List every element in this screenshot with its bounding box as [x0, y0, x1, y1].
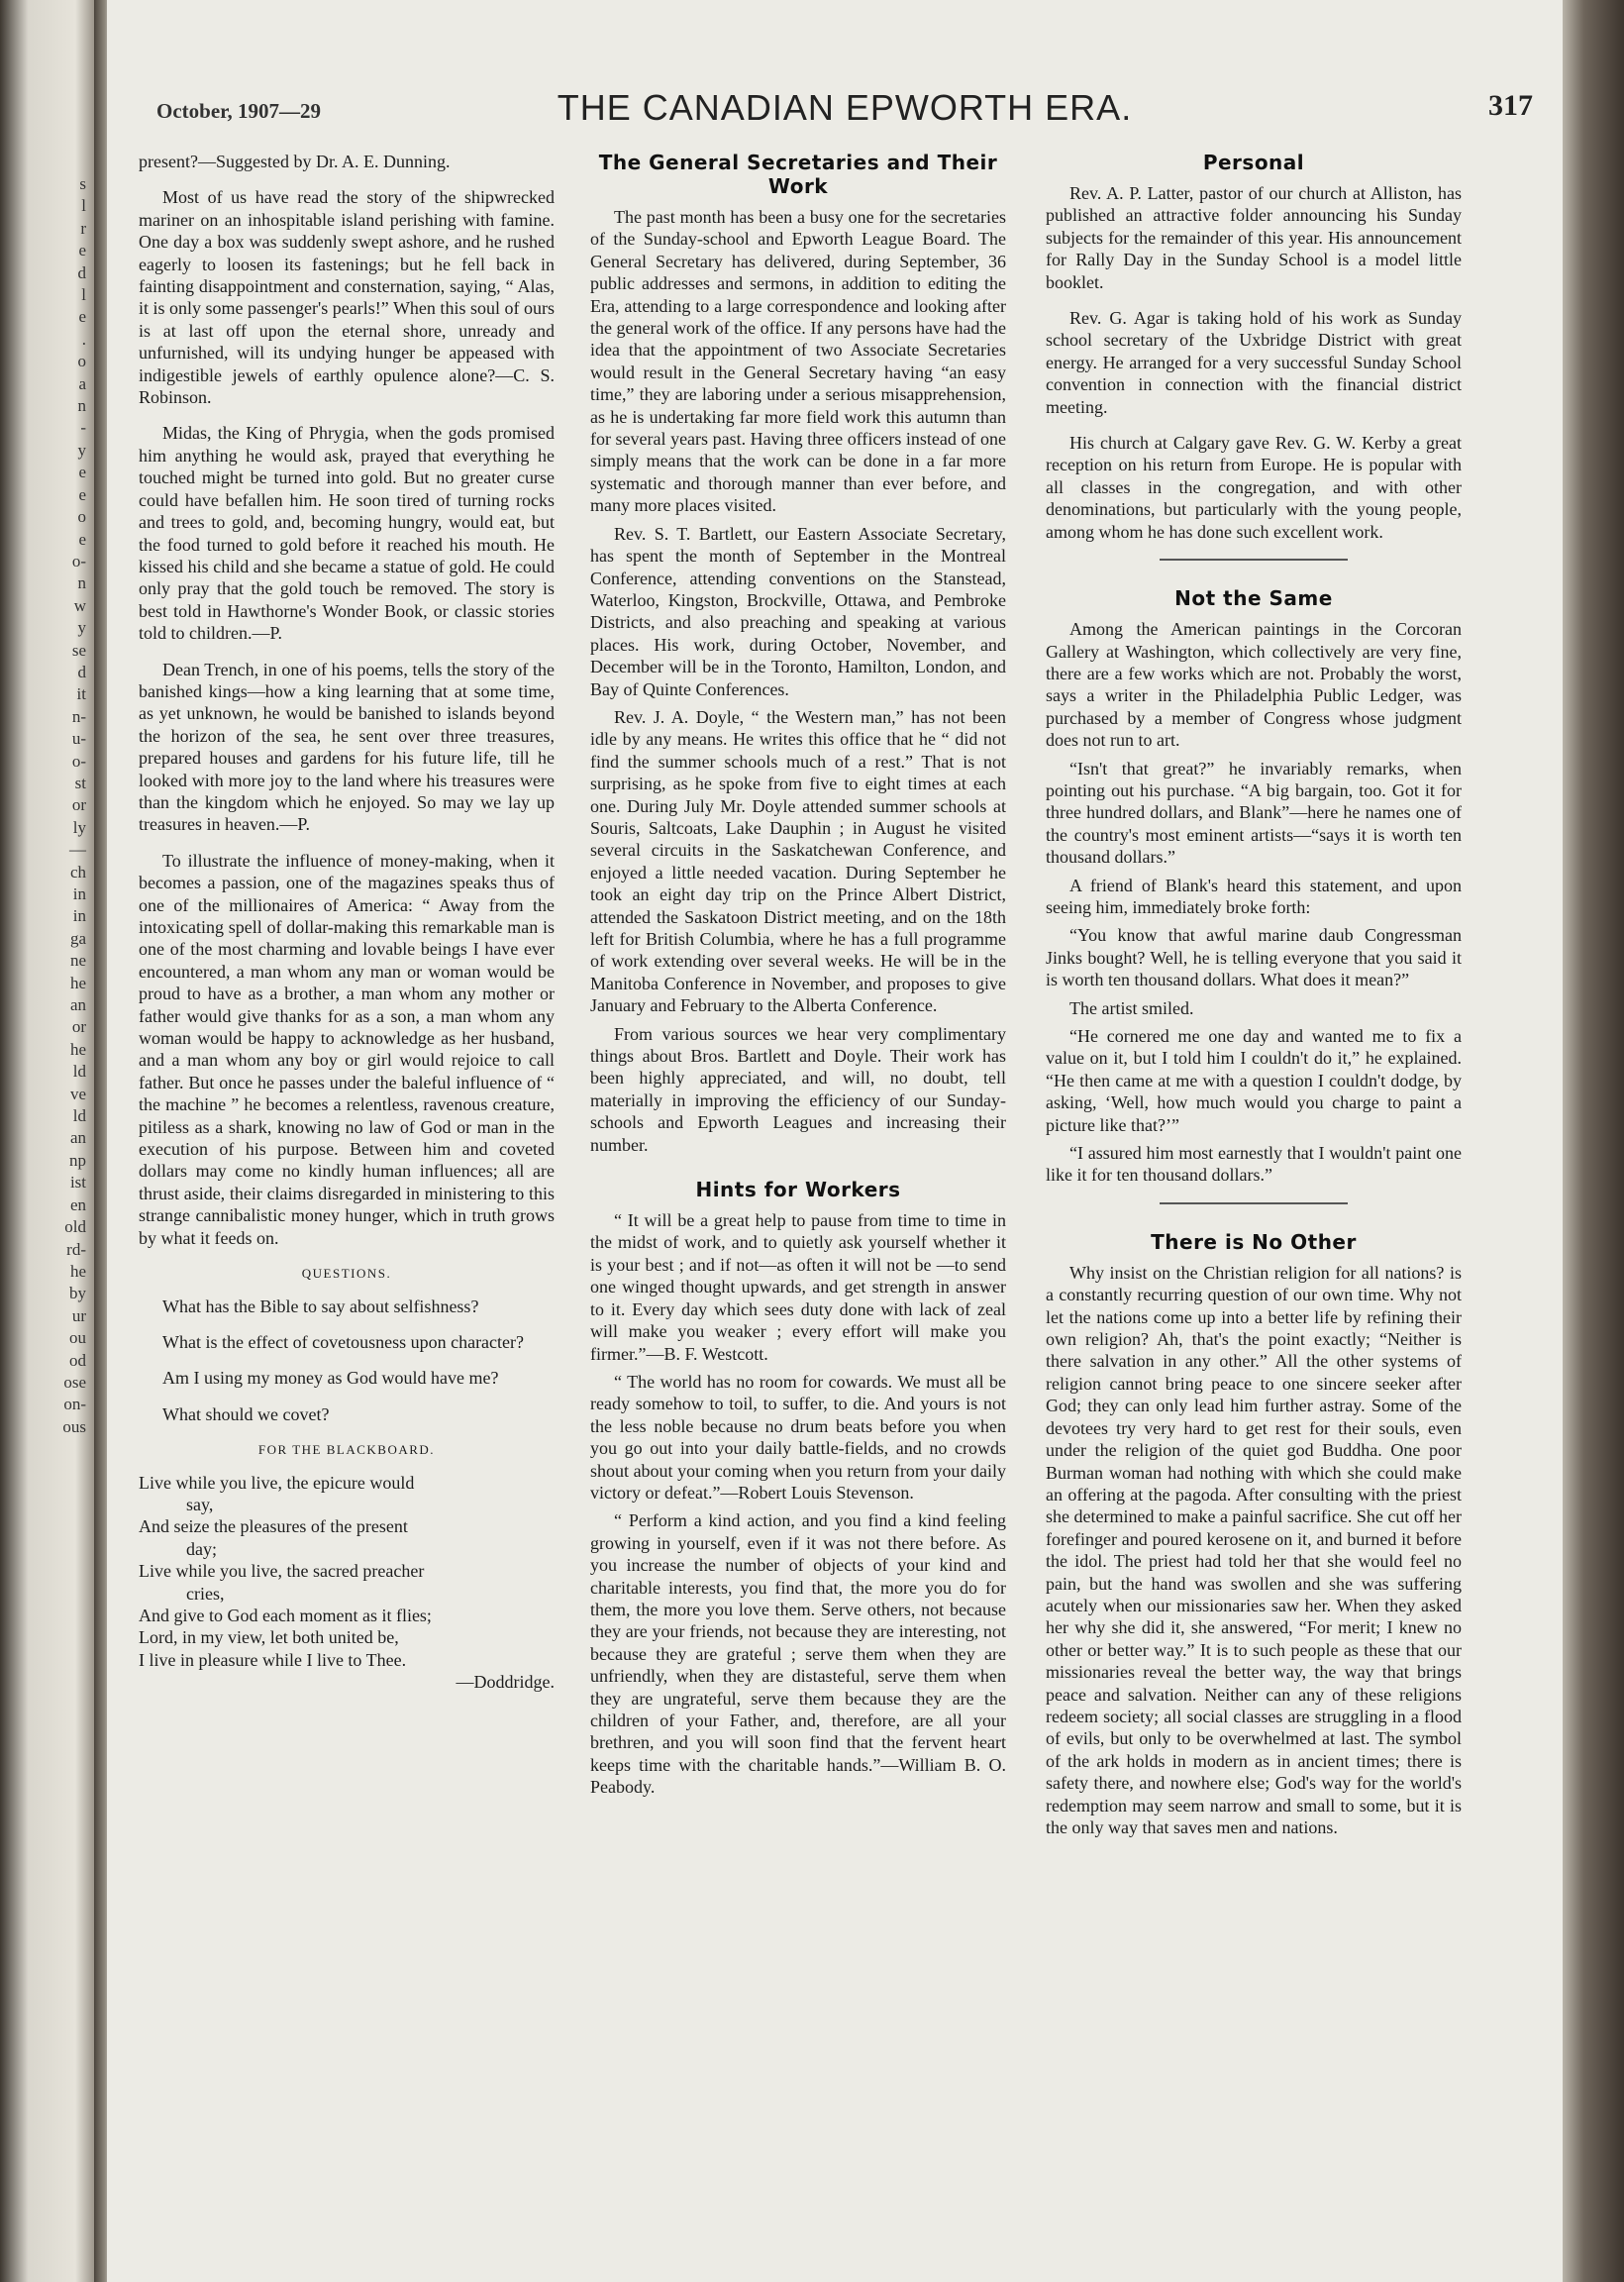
question: What should we covet? [162, 1403, 330, 1424]
facing-page-fragment: by [69, 1284, 86, 1303]
divider-rule [1160, 1202, 1348, 1204]
facing-page-fragment: old [64, 1217, 86, 1237]
article-heading: Personal [1202, 151, 1305, 174]
paragraph: Most of us have read the story of the shipwrecked mariner on an inhospitable island perishing with famine. One day a box was suddenly swept ashore, and he rushed eagerly to loosen its fastenings; but he fell back in fainting disappointment and consternation, saying, “ Alas, it is only some passenger's pearls!” When this soul of ours is at last off upon the eternal shore, unready and unfurnished, will its undying hunger be appeased with indigestible jewels of earthly opulence alone?—C. S. Robinson. [139, 187, 555, 408]
facing-page-fragment: e [78, 529, 86, 549]
poem-line: And seize the pleasures of the present [139, 1516, 408, 1537]
paragraph: Among the American paintings in the Corcoran Gallery at Washington, which collectively are very fine, there are a few works which are not. Probably the worst, says a writer in the Philadelphia Public Ledger, was purchased by a member of Congress whose judgment does not run to art. [1046, 619, 1462, 751]
facing-page-fragment: n [77, 396, 86, 416]
facing-page-text-fragments [0, 173, 94, 1438]
poem-line: Lord, in my view, let both united be, [139, 1627, 399, 1648]
paragraph: “ It will be a great help to pause from time to time in the midst of work, and to quietly ask yourself whether it is your best ; and if not—as often it will not be —to send one winged thought upwards, and get strength in answer to it. Every day which sees duty done with lack of zeal will make you weaker ; every effort will make you firmer.”—B. F. Westcott. [590, 1210, 1006, 1364]
facing-page-fragment: w [73, 595, 86, 615]
poem-attribution: —Doddridge. [456, 1672, 555, 1693]
paragraph: present?—Suggested by Dr. A. E. Dunning. [139, 152, 451, 171]
facing-page-fragment: e [78, 463, 86, 482]
facing-page-fragment: o [77, 507, 86, 527]
magazine-page [107, 0, 1563, 2282]
paragraph: His church at Calgary gave Rev. G. W. Kerby a great reception on his return from Europe. He is popular with all classes in the congregation, and with other denominations, but particularly with the young people, among whom he has done such excellent work. [1046, 433, 1462, 542]
facing-page-fragment: it [76, 684, 86, 704]
book-binding-edge [1563, 0, 1624, 2282]
paragraph: Dean Trench, in one of his poems, tells the story of the banished kings—how a king learning that at some time, as yet unknown, he would be banished to islands beyond the horizon of the sea, he sent over three treasures, prepared houses and gardens for his future life, till he looked with more joy to the land where his treasures were than the kingdom which he enjoyed. So may we lay up treasures in heaven.—P. [139, 659, 555, 835]
facing-page-fragment: l [81, 196, 86, 216]
column-1 [139, 151, 555, 1694]
facing-page-fragment: ose [63, 1372, 86, 1392]
issue-date: October, 1907—29 [156, 99, 322, 123]
facing-page-fragment: ga [69, 928, 86, 948]
paragraph: Rev. G. Agar is taking hold of his work as Sunday school secretary of the Uxbridge District with great energy. He arranged for a very successful Sunday School convention in connection with the financial district meeting. [1046, 308, 1462, 417]
poem-line: say, [186, 1494, 214, 1514]
poem-line: And give to God each moment as it flies; [139, 1605, 432, 1625]
facing-page-edge [0, 0, 94, 2282]
paragraph: “Isn't that great?” he invariably remarks, when pointing out his purchase. “A big bargain, too. Got it for three hundred dollars, and Blank”—here he names one of the country's most eminent artists—“says it is worth ten thousand dollars.” [1046, 758, 1462, 868]
poem-line: day; [186, 1538, 217, 1559]
facing-page-fragment: od [69, 1350, 86, 1370]
question: What has the Bible to say about selfishness? [162, 1296, 479, 1316]
facing-page-fragment: r [80, 218, 86, 238]
article-heading: There is No Other [1151, 1229, 1357, 1254]
facing-page-fragment: n- [71, 706, 86, 726]
poem [139, 1472, 555, 1672]
article-heading: Hints for Workers [695, 1178, 901, 1202]
facing-page-fragment: or [71, 1017, 86, 1037]
poem-line: Live while you live, the epicure would [139, 1472, 415, 1493]
facing-page-fragment: - [80, 418, 86, 438]
facing-page-fragment: e [78, 241, 86, 260]
poem-line: cries, [186, 1583, 225, 1604]
facing-page-fragment: ly [72, 817, 86, 837]
facing-page-fragment: ist [69, 1173, 86, 1193]
facing-page-fragment: — [69, 840, 86, 860]
facing-page-fragment: ld [72, 1062, 86, 1082]
facing-page-fragment: ur [71, 1305, 86, 1325]
facing-page-fragment: s [79, 174, 86, 193]
facing-page-fragment: n [77, 573, 86, 593]
paragraph: “ Perform a kind action, and you find a kind feeling growing in yourself, even if it was not there before. As you increase the number of objects of your kind and charitable interests, you find that, the more you do for them, the more you love them. Serve others, not because they are your friends, not because they are interesting, not because they are grateful ; serve them when they are unfriendly, when they are distasteful, serve them when they are ungrateful, serve them because they are the children of your Father, and, therefore, are all your brethren, and you will soon find that the fervent heart keeps time with the charitable hands.”—William B. O. Peabody. [590, 1510, 1006, 1798]
publication-title: THE CANADIAN EPWORTH ERA. [557, 87, 1133, 128]
facing-page-fragment: u- [71, 729, 86, 749]
column-2 [590, 151, 1006, 1805]
facing-page-fragment: np [69, 1150, 86, 1170]
question: What is the effect of covetousness upon character? [162, 1331, 525, 1352]
facing-page-fragment: ou [69, 1328, 86, 1348]
paragraph: “I assured him most earnestly that I wouldn't paint one like it for ten thousand dollars.” [1046, 1143, 1462, 1186]
facing-page-fragment: on- [63, 1395, 86, 1414]
facing-page-fragment: st [74, 773, 86, 792]
running-header [156, 87, 1533, 127]
article-heading: Not the Same [1174, 586, 1333, 611]
paragraph: Why insist on the Christian religion for all nations? is a constantly recurring question of our own time. Why not let the nations come up into a better life by refining their own religion? Ah, that's the point exactly; “Neither is there salvation in any other.” All the other systems of religion cannot bring peace to one sincere seeker after God; they can only lead him further astray. Some of the devotees try very hard to get rest for their souls, even under the religion of the quiet god Buddha. One poor Burman woman had nothing with which she could make an offering at the pagoda. After consulting with the priest she determined to make a painful sacrifice. She cut off her forefinger and poured kerosene on it, and burned it before the idol. The priest had told her that she would feel no pain, but the hand was swollen and she was suffering acutely when our missionaries saw her. When they asked her why she did it, she answered, “For merit; I knew no other or better way.” It is to such people as these that our missionaries reveal the better way, the way that brings peace and salvation. Neither can any of these religions redeem society; all social classes are struggling in a flood of evils, but only to be overwhelmed at last. The symbol of the ark holds in modern as in ancient times; there is safety there, and nowhere else; God's way for the world's redemption may seem narrow and small to some, but it is the only way that saves men and nations. [1046, 1262, 1463, 1837]
facing-page-fragment: in [72, 906, 86, 926]
paragraph: The past month has been a busy one for the secretaries of the Sunday-school and Epworth League Board. The General Secretary has delivered, during September, 36 public addresses and sermons, in addition to editing the Era, attending to a large correspondence and looking after the general work of the office. If any persons have had the idea that the appointment of two Associate Secretaries would result in the General Secretary having “an easy time,” they are laboring under a serious misapprehension, as he is undertaking far more field work this autumn than for several years past. Having three officers instead of one simply means that the work can be done in a far more systematic and thorough manner than ever before, and many more places visited. [590, 207, 1006, 516]
paragraph: “He cornered me one day and wanted me to fix a value on it, but I told him I couldn't do it,” he explained. “He then came at me with a question I couldn't dodge, by asking, ‘Well, how much would you charge to paint a picture like that?’” [1046, 1026, 1462, 1135]
paragraph: “You know that awful marine daub Congressman Jinks bought? Well, he is telling everyone that you said it is worth ten thousand dollars. What does it mean?” [1046, 925, 1462, 990]
facing-page-fragment: y [77, 440, 86, 460]
poem-line: Live while you live, the sacred preacher [139, 1561, 425, 1582]
facing-page-fragment: an [69, 1128, 86, 1148]
poem-line: I live in pleasure while I live to Thee. [139, 1649, 407, 1670]
facing-page-fragment: he [69, 973, 86, 992]
paragraph: A friend of Blank's heard this statement, and upon seeing him, immediately broke forth: [1046, 875, 1462, 917]
facing-page-fragment: o- [71, 751, 86, 771]
facing-page-fragment: e [78, 484, 86, 504]
paragraph: To illustrate the influence of money-making, when it becomes a passion, one of the magazines speaks thus of one of the millionaires of America: “ Away from the intoxicating spell of dollar-making this remarkable man is one of the most charming and lovable beings I have ever encountered, a man whom any man or woman would be proud to have as a brother, a man whom any mother or father would give thanks for as a son, a man whom any woman would be happy to acknowledge as her husband, and a man whom any boy or girl would rejoice to call father. But once he passes under the baleful influence of “ the machine ” he becomes a relentless, ravenous creature, pitiless as a shark, knowing no law of God or man in the execution of his purpose. Between him and coveted dollars may come no kindly human influences; all are thrust aside, their claims disregarded in ministering to this strange cannibalistic money hunger, which in truth grows by what it feeds on. [139, 850, 555, 1248]
facing-page-fragment: ld [72, 1106, 86, 1126]
facing-page-fragment: an [69, 995, 86, 1015]
paragraph: Rev. S. T. Bartlett, our Eastern Associate Secretary, has spent the month of September in the Montreal Conference, attending conventions on the Stanstead, Waterloo, Kingston, Brockville, Ottawa, and Pembroke Districts, and also preaching and speaking at various places. His work, during October, November, and December will be in the Toronto, Hamilton, London, and Bay of Quinte Conferences. [590, 523, 1006, 699]
facing-page-fragment: in [72, 884, 86, 903]
facing-page-fragment: he [69, 1261, 86, 1281]
facing-page-fragment: he [69, 1039, 86, 1059]
facing-page-fragment: se [71, 640, 86, 660]
paragraph: The artist smiled. [1069, 997, 1194, 1018]
facing-page-fragment: ch [69, 862, 86, 882]
facing-page-fragment: d [77, 662, 86, 681]
facing-page-fragment: ous [62, 1416, 86, 1436]
paragraph: Midas, the King of Phrygia, when the gods promised him anything he would ask, prayed that everything he touched might be turned into gold. But no greater curse could have befallen him. He soon tired of turning rocks and trees to gold, and, becoming hungry, would eat, but the food turned to gold before it reached his mouth. He kissed his child and she became a statue of gold. He could only pray that the gold touch be removed. The story is best told in Hawthorne's Wonder Book, or classic stories told to children.—P. [139, 423, 555, 644]
article-heading: The General Secretaries and Their Work [598, 151, 998, 198]
facing-page-fragment: ne [69, 951, 86, 971]
facing-page-fragment: y [77, 618, 86, 638]
facing-page-fragment: . [81, 329, 86, 349]
questions-heading: QUESTIONS. [301, 1266, 392, 1282]
facing-page-fragment: o [77, 352, 86, 371]
facing-page-fragment: or [71, 795, 86, 815]
facing-page-fragment: d [77, 262, 86, 282]
paragraph: “ The world has no room for cowards. We must all be ready somehow to toil, to suffer, to die. And yours is not the less noble because no drum beats before you when you go out into your daily battle-fields, and no crowds shout about your coming when you return from your daily victory or defeat.”—Robert Louis Stevenson. [590, 1371, 1006, 1503]
paragraph: Rev. A. P. Latter, pastor of our church at Alliston, has published an attractive folder announcing his Sunday subjects for the remainder of this year. His announcement for Rally Day in the Sunday School is a model little booklet. [1046, 183, 1462, 292]
facing-page-fragment: a [78, 373, 86, 393]
paragraph: Rev. J. A. Doyle, “ the Western man,” has not been idle by any means. He writes this office that he “ did not find the summer schools much of a rest.” That is not surprising, as he spoke from five to eight times at each one. During July Mr. Doyle attended summer schools at Souris, Saltcoats, Lake Dauphin ; in August he visited several circuits in the Saskatchewan Conference, and enjoyed a little needed vacation. During September he took an eight day trip on the Prince Albert District, attended the Saskatoon District meeting, and on the 18th left for British Columbia, where he has a full programme of work extending over several weeks. He will be in the Manitoba Conference in November, and proposes to give January and February to the Alberta Conference. [590, 706, 1006, 1016]
blackboard-heading: FOR THE BLACKBOARD. [257, 1442, 436, 1458]
paragraph: From various sources we hear very complimentary things about Bros. Bartlett and Doyle. Their work has been highly appreciated, and will, no doubt, tell materially in improving the efficiency of our Sunday-schools and Epworth Leagues and increasing their number. [590, 1023, 1006, 1155]
facing-page-fragment: en [69, 1194, 86, 1214]
facing-page-fragment: ve [69, 1084, 86, 1103]
page-number: 317 [1488, 89, 1533, 122]
column-3 [1046, 151, 1462, 1852]
facing-page-fragment: e [78, 307, 86, 327]
facing-page-fragment: o- [71, 551, 86, 570]
question: Am I using my money as God would have me? [162, 1368, 499, 1389]
divider-rule [1160, 559, 1348, 561]
facing-page-fragment: rd- [66, 1239, 86, 1259]
facing-page-fragment: l [81, 285, 86, 305]
